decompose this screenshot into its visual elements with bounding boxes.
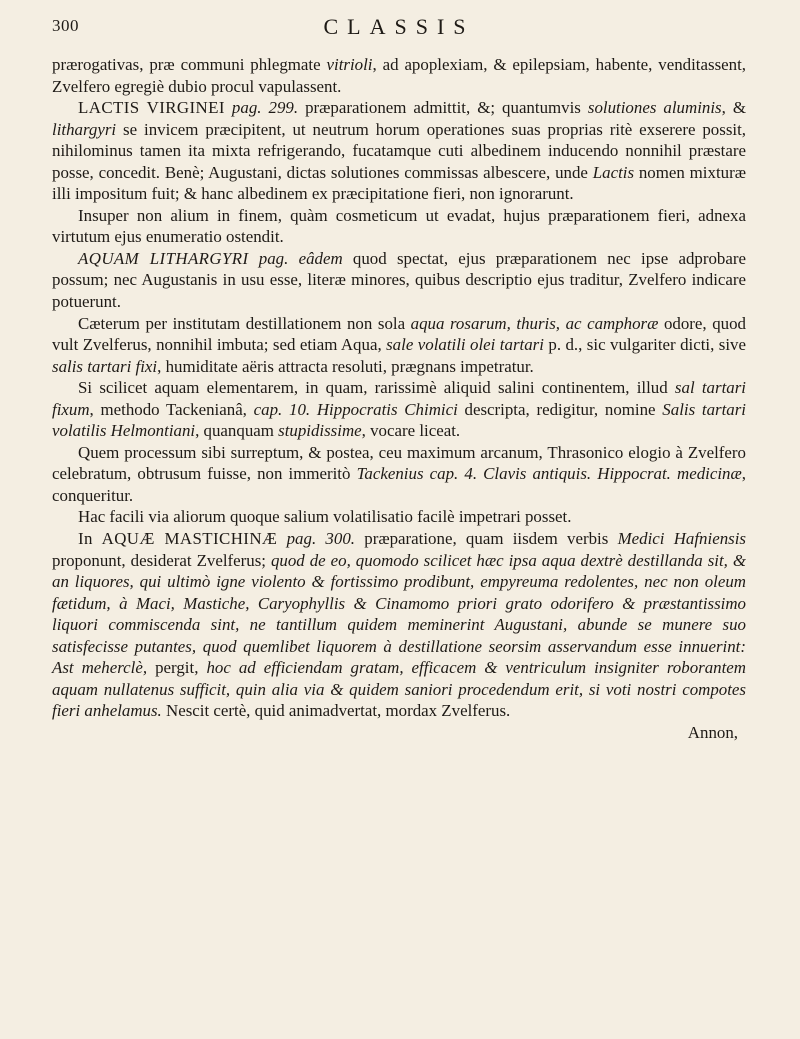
text-run: , methodo Tackenianâ, bbox=[89, 399, 254, 419]
text-run: , & bbox=[721, 98, 746, 118]
text-run: p. d., sic vulgariter dicti, sive bbox=[543, 335, 746, 355]
text-run: descripta, redigitur, nomine bbox=[457, 399, 663, 419]
paragraph-quem-processum bbox=[52, 442, 746, 507]
italic-run: lithargyri bbox=[52, 119, 117, 139]
text-run: odore, quod vult Zvelferus, nonnihil imbuta; sed etiam Aqua, bbox=[52, 313, 746, 355]
italic-run: Lactis bbox=[592, 162, 635, 182]
text-run: prærogativas, præ communi phlegmate bbox=[52, 55, 327, 74]
italic-run: salis tartari fixi bbox=[52, 356, 158, 376]
italic-run: aqua rosarum, thuris, ac camphoræ bbox=[410, 313, 659, 333]
text-run: Insuper non alium in finem, quàm cosmeticum ut evadat, hujus præparationem fieri, adnexa virtutum ejus enumeratio ostendit. bbox=[52, 205, 746, 247]
paragraph-caeterum bbox=[52, 313, 746, 378]
catchword: Annon, bbox=[687, 722, 738, 742]
body-text bbox=[52, 54, 746, 722]
italic-run: Medici Hafniensis bbox=[617, 529, 746, 549]
text-run: , ad apoplexiam, & epilepsiam, habente, venditassent, Zvelfero egregiè dubio procul vapulassent. bbox=[52, 55, 746, 96]
italic-run: solutiones aluminis bbox=[587, 98, 722, 118]
paragraph-insuper bbox=[52, 205, 746, 248]
italic-run: stupidissime bbox=[278, 421, 362, 441]
paragraph-aqua-mastichina bbox=[52, 528, 746, 722]
entry-heading: In AQUÆ MASTICHINÆ bbox=[78, 529, 278, 549]
page-reference: pag. 299. bbox=[231, 98, 299, 118]
text-run: , vocare liceat. bbox=[361, 421, 461, 441]
italic-run: Salis tartari volatilis Helmontiani bbox=[52, 399, 746, 441]
italic-run: sale volatili olei tartari bbox=[386, 335, 544, 355]
text-run: , conqueritur. bbox=[52, 464, 746, 505]
text-run: proponunt, desiderat Zvelferus; bbox=[52, 550, 271, 570]
text-run: Nescit certè, quid animadvertat, mordax Zvelferus. bbox=[161, 701, 511, 721]
text-run: , quanquam bbox=[195, 421, 279, 441]
italic-run: sal tartari fixum bbox=[52, 378, 746, 419]
italic-run: hoc ad efficiendam gratam, efficacem & ventriculum insigniter roborantem aquam nullatenus sufficit, quin alia via & quidem saniori procedendum erit, si voti nostri compotes fieri anhelamus. bbox=[52, 658, 746, 721]
entry-heading: AQUAM LITHARGYRI bbox=[78, 248, 249, 268]
italic-run: Tackenius cap. 4. Clavis antiquis. Hippocrat. medicinæ bbox=[356, 464, 742, 484]
text-run: , humiditate aëris attracta resoluti, prægnans impetratur. bbox=[157, 356, 534, 376]
running-head bbox=[52, 10, 746, 54]
text-run: pergit, bbox=[147, 658, 207, 678]
page-reference: pag. 300. bbox=[286, 529, 355, 549]
text-run: præparationem admittit, &; quantumvis bbox=[298, 98, 588, 118]
text-run: Cæterum per institutam destillationem non sola bbox=[78, 313, 411, 333]
text-run: Quem processum sibi surreptum, & postea, ceu maximum arcanum, Thrasonico elogio à Zvelfero celebratum, obtrusum fuisse, non immeritò bbox=[52, 442, 746, 484]
paragraph-hac-facili bbox=[52, 506, 746, 528]
paragraph-1 bbox=[52, 54, 746, 97]
entry-heading: LACTIS VIRGINEI bbox=[78, 98, 225, 118]
text-run: quod spectat, ejus præparationem nec ipse adprobare possum; nec Augustanis in usu esse, literæ minores, quibus descriptio ejus traditur, Zvelfero indicare potuerunt. bbox=[52, 248, 746, 312]
section-title: CLASSIS bbox=[323, 14, 475, 39]
page-reference: pag. eâdem bbox=[258, 248, 343, 268]
paragraph-si-scilicet bbox=[52, 377, 746, 442]
italic-run: quod de eo, quomodo scilicet hæc ipsa aqua dextrè destillanda sit, & an liquores, qui ultimò igne violento & fortissimo prodibunt, empyreuma redolentes, nec non oleum fætidum, à Maci, Mastiche, Caryophyllis & Cinamomo priori grato odorifero & præstantissimo liquori commiscenda sint, ne tantillum quidem meminerint Augustani, abunde se munere suo satisfecisse putantes, quod quemlibet liquorem à destillatione seorsim asservandum esse innuerint: Ast meherclè, bbox=[52, 550, 747, 678]
italic-run: cap. 10. Hippocratis Chimici bbox=[253, 399, 458, 419]
text-run: præparatione, quam iisdem verbis bbox=[355, 529, 618, 549]
text-run: nomen mixturæ illi impositum fuit; & hanc albedinem ex præcipitatione fieri, non ignorarunt. bbox=[52, 162, 746, 204]
paragraph-aqua-lithargyri bbox=[52, 248, 746, 313]
paragraph-lactis-virginei bbox=[52, 97, 746, 205]
italic-run: vitrioli bbox=[326, 55, 373, 74]
text-run: se invicem præcipitent, ut neutrum horum operationes suas proprias ritè exserere possit, nihilominus tamen ita mixta refrigerando, fucatamque cuti albedinem inducendo nonnihil præstare posse, concedit. Benè; Augustani, dictas solutiones commissas albescere, unde bbox=[52, 119, 746, 182]
text-run: Hac facili via aliorum quoque salium volatilisatio facilè impetrari posset. bbox=[78, 507, 572, 527]
text-run: Si scilicet aquam elementarem, in quam, rarissimè aliquid salini continentem, illud bbox=[78, 378, 675, 398]
page-number: 300 bbox=[52, 16, 79, 35]
